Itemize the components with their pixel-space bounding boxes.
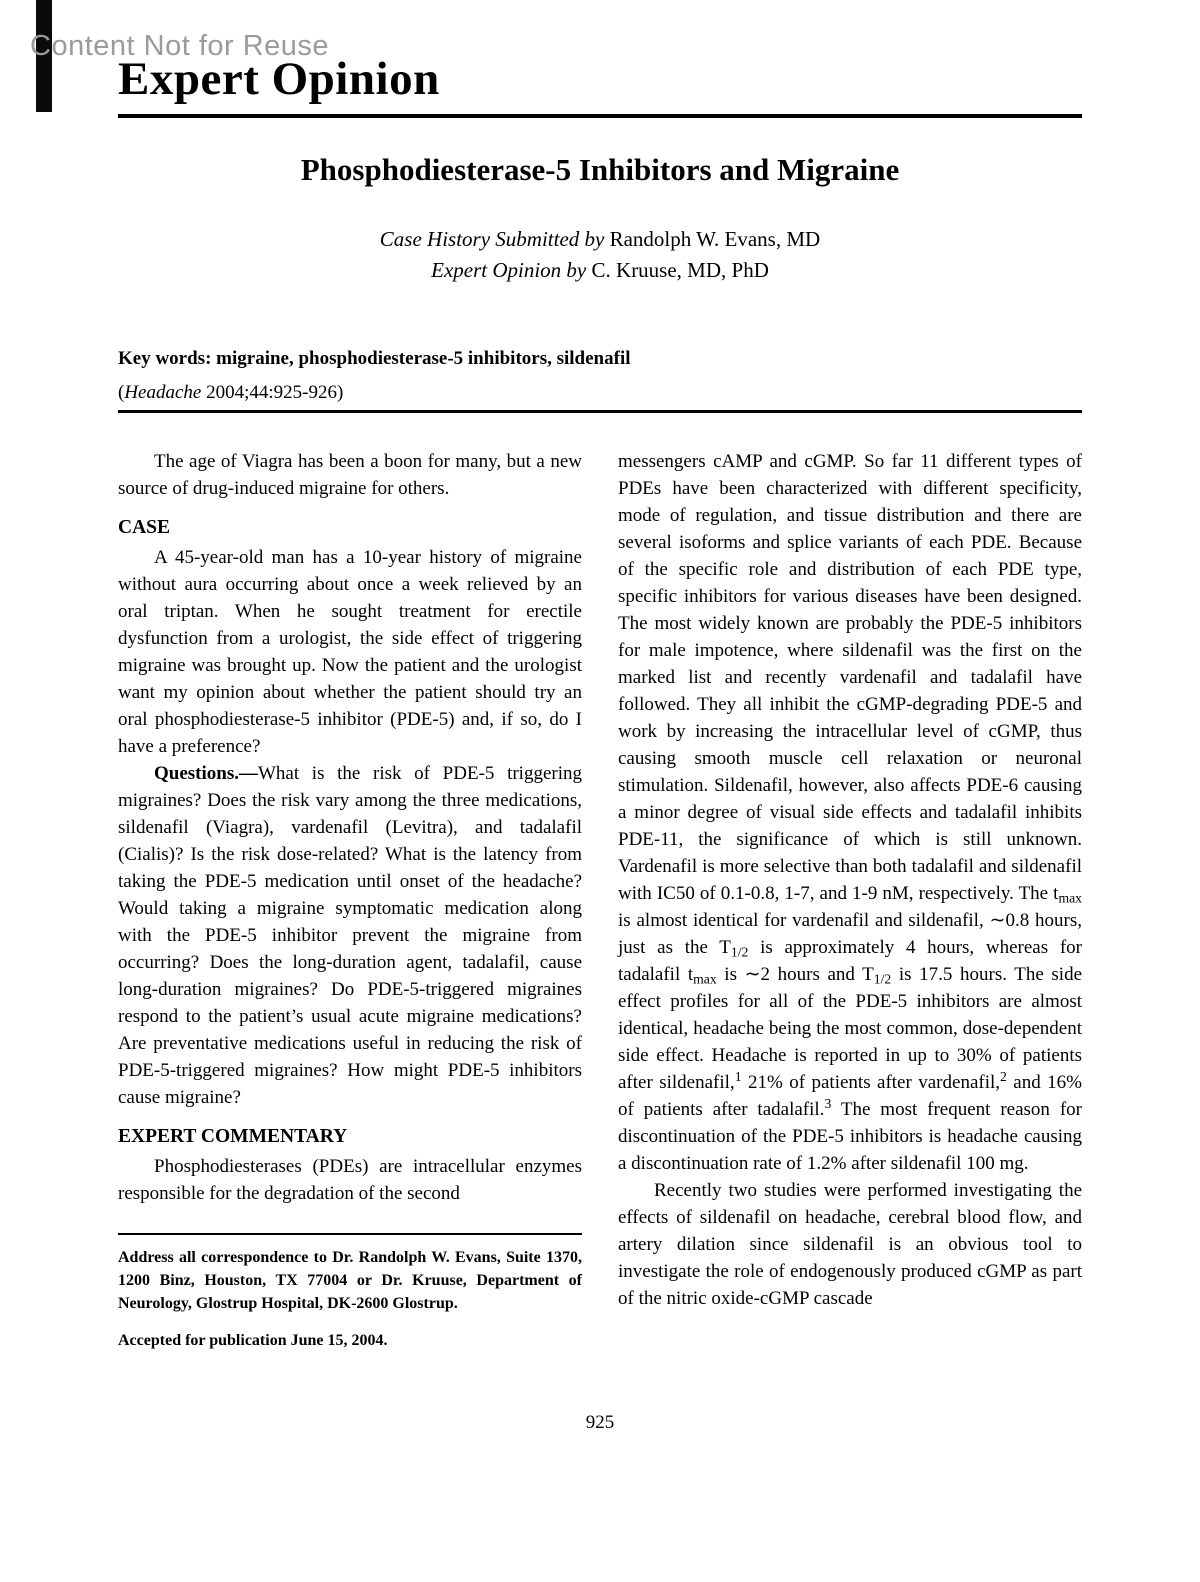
citation-open: ( xyxy=(118,382,125,403)
page-number: 925 xyxy=(585,1412,615,1433)
right-column xyxy=(618,448,1082,1352)
article-meta xyxy=(118,348,1082,404)
keywords-label: Key words: xyxy=(118,348,212,369)
citation-rest: 2004;44:925-926) xyxy=(201,382,344,403)
accepted-note: Accepted for publication June 15, 2004. xyxy=(118,1332,388,1349)
commentary-paragraph: Phosphodiesterases (PDEs) are intracellular enzymes responsible for the degradation of the second xyxy=(118,1156,582,1204)
questions-paragraph xyxy=(118,760,582,1111)
questions-label: Questions.— xyxy=(154,763,258,784)
left-column xyxy=(118,448,582,1352)
keywords-value: migraine, phosphodiesterase-5 inhibitors, sildenafil xyxy=(216,348,631,369)
studies-paragraph: Recently two studies were performed investigating the effects of sildenafil on headache, cerebral blood flow, and artery dilation since sildenafil is an obvious tool to investigate the role of endogenously produced cGMP as part of the nitric oxide-cGMP cascade xyxy=(618,1180,1082,1309)
footnote-rule xyxy=(118,1233,582,1235)
commentary-heading: EXPERT COMMENTARY xyxy=(118,1126,348,1147)
commentary-continued-paragraph: messengers cAMP and cGMP. So far 11 different types of PDEs have been characterized with different specificity, mode of regulation, and tissue distribution and there are several isoforms and splice variants of each PDE. Because of the specific role and distribution of each PDE type, specific inhibitors for various diseases have been designed. The most widely known are probably the PDE-5 inhibitors for male impotence, where sildenafil was the first on the marked list and recently vardenafil and tadalafil have followed. They all inhibit the cGMP-degrading PDE-5 and work by increasing the intracellular level of cGMP, thus causing smooth muscle cell relaxation or neuronal stimulation. Sildenafil, however, also affects PDE-6 causing a minor degree of visual side effects and tadalafil inhibits PDE-11, the significance of which is still unknown. Vardenafil is more selective than both tadalafil and sildenafil with IC50 of 0.1-0.8, 1-7, and 1-9 nM, respectively. The $t_{max}$ is almost identical for vardenafil and sildenafil, ∼0.8 hours, just as the $T_{1/2}$ is approximately 4 hours, whereas for tadalafil $t_{max}$ is ∼2 hours and $T_{1/2}$ is 17.5 hours. The side effect profiles for all of the PDE-5 inhibitors are almost identical, headache being the most common, dose-dependent side effect. Headache is reported in up to 30% of patients after sildenafil,$^1$ 21% of patients after vardenafil,$^2$ and 16% of patients after tadalafil.$^3$ The most frequent reason for discontinuation of the PDE-5 inhibitors is headache causing a discontinuation rate of 1.2% after sildenafil 100 mg. xyxy=(618,451,1082,1174)
section-title: Expert Opinion xyxy=(118,53,440,105)
byline-role: Expert Opinion by xyxy=(431,258,587,282)
keywords-line xyxy=(118,348,1082,370)
byline-role: Case History Submitted by xyxy=(379,227,605,251)
byline-case-history xyxy=(0,224,1200,255)
citation-journal: Headache xyxy=(124,382,202,403)
intro-paragraph: The age of Viagra has been a boon for many, but a new source of drug-induced migraine for others. xyxy=(118,451,582,499)
correspondence-note: Address all correspondence to Dr. Randolph W. Evans, Suite 1370, 1200 Binz, Houston, TX 77004 or Dr. Kruuse, Department of Neurology, Glostrup Hospital, DK-2600 Glostrup. xyxy=(118,1249,582,1312)
article-title: Phosphodiesterase-5 Inhibitors and Migraine xyxy=(300,152,900,187)
bylines xyxy=(0,224,1200,286)
header-rule xyxy=(118,114,1082,118)
byline-expert-opinion xyxy=(0,255,1200,286)
case-heading: CASE xyxy=(118,517,171,538)
meta-rule xyxy=(118,410,1082,413)
questions-text: What is the risk of PDE-5 triggering migraines? Does the risk vary among the three medications, sildenafil (Viagra), vardenafil (Levitra), and tadalafil (Cialis)? Is the risk dose-related? What is the latency from taking the PDE-5 medication until onset of the headache? Would taking a migraine symptomatic medication along with the PDE-5 inhibitor prevent the migraine from occurring? Does the long-duration agent, tadalafil, cause long-duration migraines? Do PDE-5-triggered migraines respond to the patient’s usual acute migraine medications? Are preventative medications useful in reducing the risk of PDE-5-triggered migraines? How might PDE-5 inhibitors cause migraine? xyxy=(118,763,582,1108)
body-columns xyxy=(118,448,1082,1352)
byline-author: Randolph W. Evans, MD xyxy=(609,227,821,251)
case-paragraph: A 45-year-old man has a 10-year history of migraine without aura occurring about once a week relieved by an oral triptan. When he sought treatment for erectile dysfunction from a urologist, the side effect of triggering migraine was brought up. Now the patient and the urologist want my opinion about whether the patient should try an oral phosphodiesterase-5 inhibitor (PDE-5) and, if so, do I have a preference? xyxy=(118,547,582,757)
watermark: Content Not for Reuse xyxy=(30,30,330,62)
byline-author: C. Kruuse, MD, PhD xyxy=(591,258,769,282)
citation-line xyxy=(118,382,1082,404)
